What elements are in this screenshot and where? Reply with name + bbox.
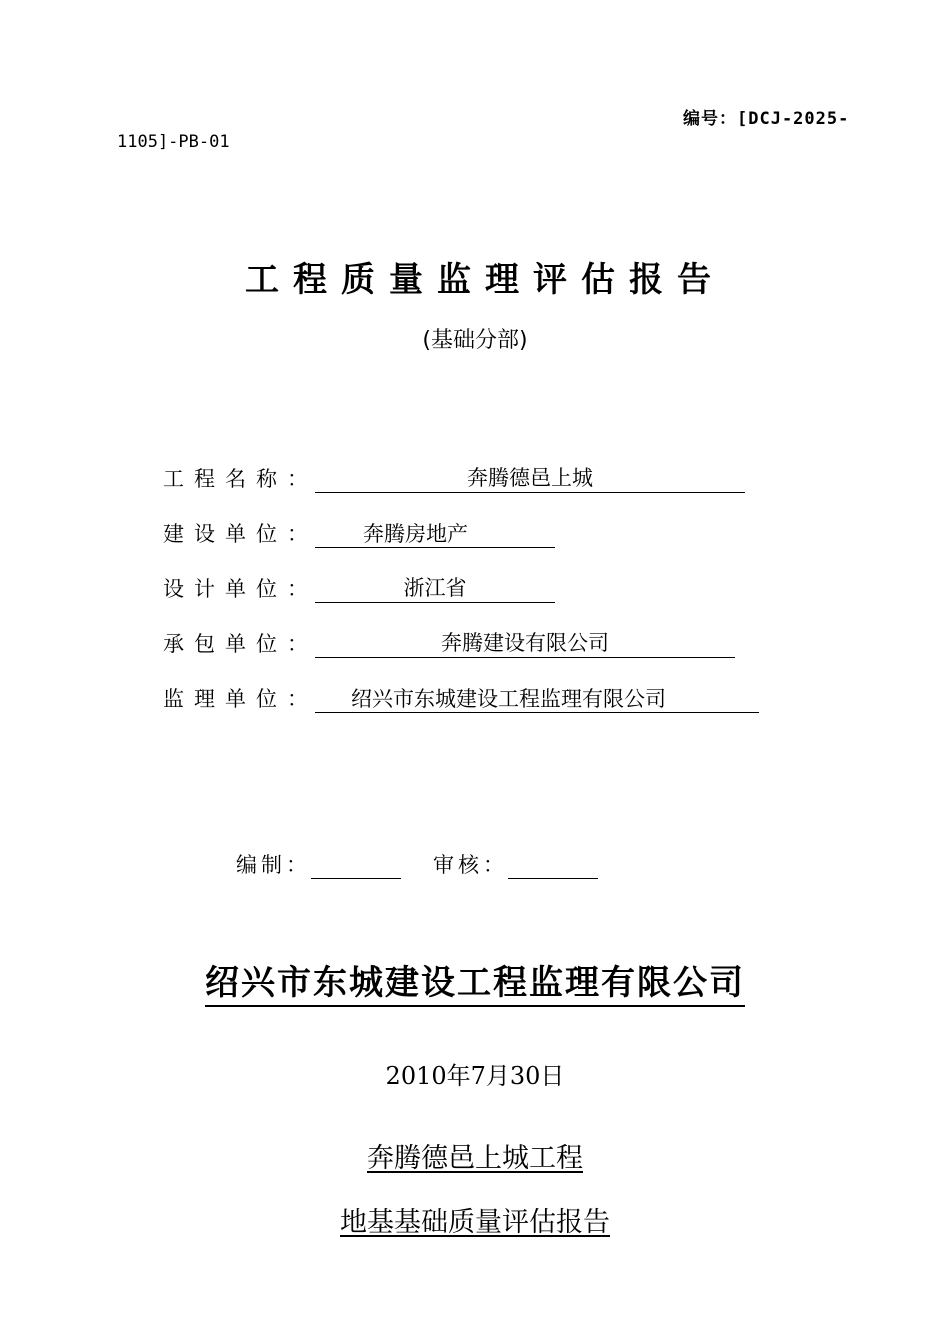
field-label: 设计单位： xyxy=(163,577,318,601)
field-supervisor xyxy=(163,683,759,713)
company-name: 绍兴市东城建设工程监理有限公司 xyxy=(0,955,950,1004)
field-label: 监理单位： xyxy=(163,687,318,711)
page-subtitle: (基础分部) xyxy=(422,328,528,353)
field-label: 建设单位： xyxy=(163,522,318,546)
field-label: 承包单位： xyxy=(163,632,318,656)
page-title: 工程质量监理评估报告 xyxy=(245,260,725,300)
reviewed-by-blank xyxy=(508,852,598,879)
document-number: 编号：[DCJ-2025- xyxy=(683,109,850,129)
field-value: 绍兴市东城建设工程监理有限公司 xyxy=(315,685,759,713)
compiled-by-label: 编制： xyxy=(236,853,311,877)
field-value: 奔腾德邑上城 xyxy=(315,464,745,493)
field-project-name xyxy=(163,463,745,493)
field-value: 奔腾房地产 xyxy=(315,520,555,548)
reviewed-by-label: 审核： xyxy=(433,853,508,877)
field-value: 浙江省 xyxy=(315,574,555,603)
signature-row xyxy=(236,849,598,879)
field-developer xyxy=(163,518,555,548)
report-date: 2010年7月30日 xyxy=(385,1062,565,1090)
field-label: 工程名称： xyxy=(163,467,318,491)
report-title: 地基基础质量评估报告 xyxy=(340,1207,610,1238)
field-value: 奔腾建设有限公司 xyxy=(315,629,735,658)
document-number-continued: 1105]-PB-01 xyxy=(117,132,230,152)
compiled-by-blank xyxy=(311,852,401,879)
field-designer xyxy=(163,573,555,603)
field-contractor xyxy=(163,628,735,658)
project-name: 奔腾德邑上城工程 xyxy=(367,1143,583,1174)
